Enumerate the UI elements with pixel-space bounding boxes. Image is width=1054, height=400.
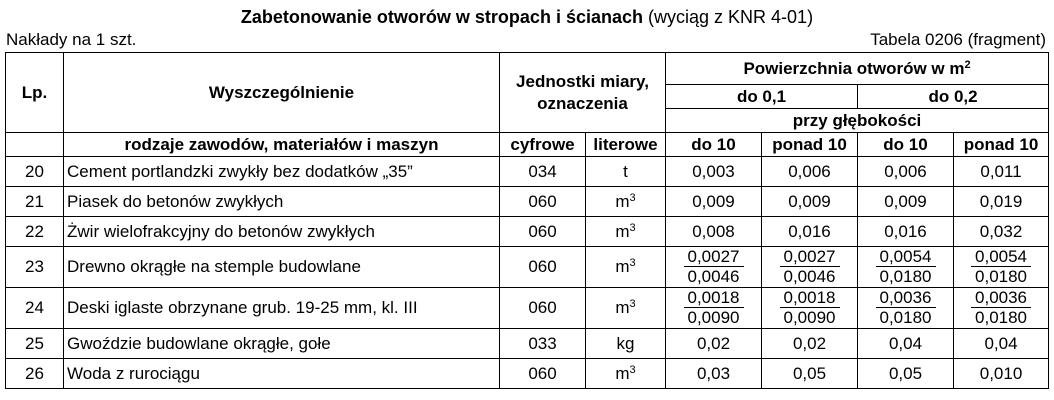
table-row <box>6 157 1049 187</box>
cell-lp: 22 <box>6 217 64 247</box>
cell-fraction <box>858 247 954 288</box>
cell-code: 060 <box>500 247 586 288</box>
fraction-denominator: 0,0180 <box>879 267 932 286</box>
unit-text: m <box>615 221 630 241</box>
unit-sup: 3 <box>629 363 636 376</box>
unit-text: m <box>615 257 630 276</box>
cell-value: 0,02 <box>666 329 762 359</box>
cell-code: 034 <box>500 157 586 187</box>
header-depth-3: do 10 <box>858 133 954 157</box>
fraction-denominator: 0,0180 <box>879 308 932 327</box>
cell-value: 0,05 <box>858 359 954 389</box>
cell-lp: 21 <box>6 187 64 217</box>
cell-lp: 23 <box>6 247 64 288</box>
cell-fraction <box>762 288 858 329</box>
fraction-denominator: 0,0090 <box>783 308 836 327</box>
fraction-numerator: 0,0027 <box>684 247 744 267</box>
header-depth-2: ponad 10 <box>762 133 858 157</box>
table-row <box>6 329 1049 359</box>
cell-lp: 24 <box>6 288 64 329</box>
cell-name: Gwoździe budowlane okrągłe, gołe <box>64 329 500 359</box>
header-lp-sub <box>6 133 64 157</box>
unit-sup: 3 <box>629 191 636 204</box>
document-title <box>0 6 1054 28</box>
fraction-denominator: 0,0046 <box>783 267 836 286</box>
norms-table <box>5 52 1049 389</box>
cell-value: 0,02 <box>762 329 858 359</box>
header-specification: Wyszczególnienie <box>64 53 500 133</box>
header-units-label: Jednostki miary, oznaczenia <box>516 71 649 113</box>
cell-value: 0,04 <box>954 329 1049 359</box>
table-row <box>6 217 1049 247</box>
table-row <box>6 359 1049 389</box>
cell-value: 0,008 <box>666 217 762 247</box>
title-source: (wyciąg z KNR 4-01) <box>648 7 814 27</box>
fraction-denominator: 0,0180 <box>975 267 1028 286</box>
cell-fraction <box>954 288 1049 329</box>
cell-lp: 25 <box>6 329 64 359</box>
table-row <box>6 247 1049 288</box>
cell-lp: 26 <box>6 359 64 389</box>
header-area-label: Powierzchnia otworów w m <box>743 58 965 78</box>
cell-unit <box>586 157 666 187</box>
header-area-b: do 0,2 <box>858 85 1049 109</box>
cell-value: 0,003 <box>666 157 762 187</box>
unit-text: m <box>615 191 630 211</box>
cell-value: 0,009 <box>762 187 858 217</box>
cell-value: 0,016 <box>762 217 858 247</box>
header-area-sup: 2 <box>964 58 971 71</box>
cell-value: 0,032 <box>954 217 1049 247</box>
cell-value: 0,011 <box>954 157 1049 187</box>
cell-value: 0,04 <box>858 329 954 359</box>
header-units-letter: literowe <box>586 133 666 157</box>
unit-text: kg <box>616 333 635 353</box>
cell-name: Piasek do betonów zwykłych <box>64 187 500 217</box>
table-reference: Tabela 0206 (fragment) <box>870 30 1046 49</box>
cell-value: 0,006 <box>858 157 954 187</box>
cell-name: Cement portlandzki zwykły bez dodatków „35” <box>64 157 500 187</box>
header-units <box>500 53 666 133</box>
table-row <box>6 187 1049 217</box>
header-depth: przy głębokości <box>666 109 1049 133</box>
fraction-numerator: 0,0018 <box>684 288 744 308</box>
cell-value: 0,03 <box>666 359 762 389</box>
unit-sup: 3 <box>629 298 636 310</box>
fraction-numerator: 0,0054 <box>876 247 936 267</box>
unit-sup: 3 <box>629 221 636 234</box>
cell-value: 0,016 <box>858 217 954 247</box>
unit-text: m <box>615 298 630 317</box>
fraction-numerator: 0,0036 <box>876 288 936 308</box>
title-main: Zabetonowanie otworów w stropach i ścianach <box>240 7 643 27</box>
cell-value: 0,009 <box>858 187 954 217</box>
cell-fraction <box>666 288 762 329</box>
cell-lp: 20 <box>6 157 64 187</box>
cell-code: 033 <box>500 329 586 359</box>
units-note: Nakłady na 1 szt. <box>6 30 137 49</box>
unit-text: m <box>615 363 630 383</box>
cell-value: 0,010 <box>954 359 1049 389</box>
cell-unit <box>586 217 666 247</box>
header-depth-4: ponad 10 <box>954 133 1049 157</box>
fraction-numerator: 0,0054 <box>971 247 1031 267</box>
cell-name: Deski iglaste obrzynane grub. 19-25 mm, kl. III <box>64 288 500 329</box>
cell-code: 060 <box>500 288 586 329</box>
unit-sup: 3 <box>629 257 636 269</box>
header-specification-sub: rodzaje zawodów, materiałów i maszyn <box>64 133 500 157</box>
fraction-denominator: 0,0046 <box>687 267 740 286</box>
cell-value: 0,05 <box>762 359 858 389</box>
header-units-digital: cyfrowe <box>500 133 586 157</box>
cell-fraction <box>762 247 858 288</box>
cell-fraction <box>858 288 954 329</box>
fraction-numerator: 0,0027 <box>780 247 840 267</box>
cell-code: 060 <box>500 359 586 389</box>
cell-code: 060 <box>500 217 586 247</box>
cell-value: 0,019 <box>954 187 1049 217</box>
cell-unit <box>586 247 666 288</box>
table-row <box>6 288 1049 329</box>
fraction-denominator: 0,0090 <box>687 308 740 327</box>
cell-name: Woda z rurociągu <box>64 359 500 389</box>
cell-name: Drewno okrągłe na stemple budowlane <box>64 247 500 288</box>
cell-unit <box>586 187 666 217</box>
cell-unit <box>586 288 666 329</box>
fraction-numerator: 0,0018 <box>780 288 840 308</box>
header-depth-1: do 10 <box>666 133 762 157</box>
cell-name: Żwir wielofrakcyjny do betonów zwykłych <box>64 217 500 247</box>
cell-unit <box>586 329 666 359</box>
unit-text: t <box>623 161 628 181</box>
cell-value: 0,009 <box>666 187 762 217</box>
cell-unit <box>586 359 666 389</box>
cell-fraction <box>954 247 1049 288</box>
header-lp: Lp. <box>6 53 64 133</box>
cell-code: 060 <box>500 187 586 217</box>
cell-fraction <box>666 247 762 288</box>
header-area <box>666 53 1049 85</box>
header-area-a: do 0,1 <box>666 85 858 109</box>
fraction-denominator: 0,0180 <box>975 308 1028 327</box>
cell-value: 0,006 <box>762 157 858 187</box>
fraction-numerator: 0,0036 <box>971 288 1031 308</box>
